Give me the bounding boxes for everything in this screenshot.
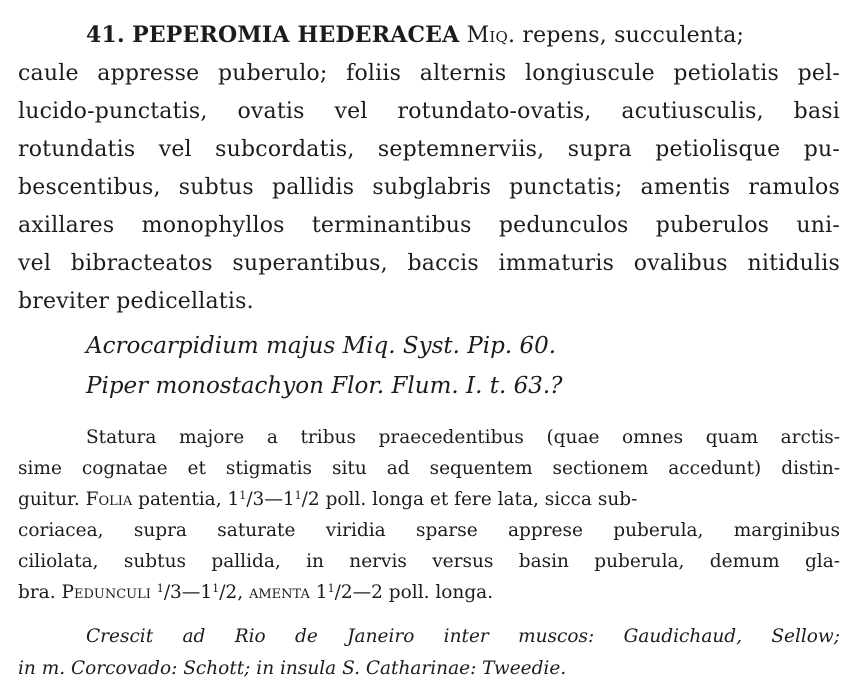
diagnosis-line-4: rotundatis vel subcordatis, septemnerviis, supra petiolisque pu- — [18, 137, 840, 162]
description-line-2: sime cognatae et stigmatis situ ad sequentem sectionem accedunt) distin- — [18, 458, 840, 479]
locality-line-2: in m. Corcovado: Schott; in insula S. Catharinae: Tweedie. — [18, 658, 567, 679]
synonym-2: Piper monostachyon Flor. Flum. I. t. 63.? — [86, 373, 563, 399]
description-text: —1 — [264, 489, 295, 510]
synonym-1: Acrocarpidium majus Miq. Syst. Pip. 60. — [86, 333, 557, 359]
diagnosis-line-3: lucido-punctatis, ovatis vel rotundato-ovatis, acutiusculis, basi — [18, 99, 840, 124]
fraction-denominator: /2 — [219, 582, 238, 603]
description-line-5: ciliolata, subtus pallida, in nervis versus basin puberula, demum gla- — [18, 551, 840, 572]
fraction-denominator: /3 — [246, 489, 265, 510]
description-text: guitur. — [18, 489, 80, 510]
diagnosis-line-5: bescentibus, subtus pallidis subglabris punctatis; amentis ramulos — [18, 175, 840, 200]
fraction-denominator: /2 — [301, 489, 320, 510]
diagnosis-line-1: repens, succulenta; — [522, 23, 745, 48]
fraction-numerator: 1 — [239, 488, 247, 502]
fraction-numerator: 1 — [212, 581, 220, 595]
description-text: bra. — [18, 582, 56, 603]
diagnosis-line-8: breviter pedicellatis. — [18, 289, 254, 314]
diagnosis-line-6: axillares monophyllos terminantibus pedunculos puberulos uni- — [18, 213, 840, 238]
species-number: 41. — [86, 22, 125, 48]
species-heading-line — [86, 22, 840, 48]
description-text: —1 — [181, 582, 213, 603]
amenta-label: amenta — [248, 582, 310, 603]
fraction-denominator: /2 — [334, 582, 353, 603]
description-line-4: coriacea, supra saturate viridia sparse apprese puberula, marginibus — [18, 520, 840, 541]
description-text: —2 poll. longa. — [352, 582, 494, 603]
description-line-1: Statura majore a tribus praecedentibus (quae omnes quam arctis- — [86, 427, 840, 448]
description-line-6: bra. Pedunculi $^1/3—1^1/2$, amenta $1^1/2—2$ poll. longa. — [18, 581, 494, 603]
fraction-numerator: 1 — [156, 581, 164, 595]
description-text: 1 — [315, 582, 328, 603]
folia-label: Folia — [85, 489, 133, 510]
pedunculi-label: Pedunculi — [61, 582, 151, 603]
locality-line-1: Crescit ad Rio de Janeiro inter muscos: Gaudichaud, Sellow; — [86, 626, 840, 647]
fraction-numerator: 1 — [294, 488, 302, 502]
species-author: Miq. — [466, 23, 516, 48]
fraction-numerator: 1 — [327, 581, 335, 595]
description-line-3 — [18, 489, 637, 510]
diagnosis-line-7: vel bibracteatos superantibus, baccis immaturis ovalibus nitidulis — [18, 251, 840, 276]
diagnosis-line-2: caule appresse puberulo; foliis alternis longiuscule petiolatis pel- — [18, 61, 840, 86]
fraction-denominator: /3 — [163, 582, 182, 603]
description-text: poll. longa et fere lata, sicca sub- — [325, 489, 638, 510]
species-name: PEPEROMIA HEDERACEA — [132, 22, 460, 48]
description-text: patentia, 1 — [138, 489, 240, 510]
